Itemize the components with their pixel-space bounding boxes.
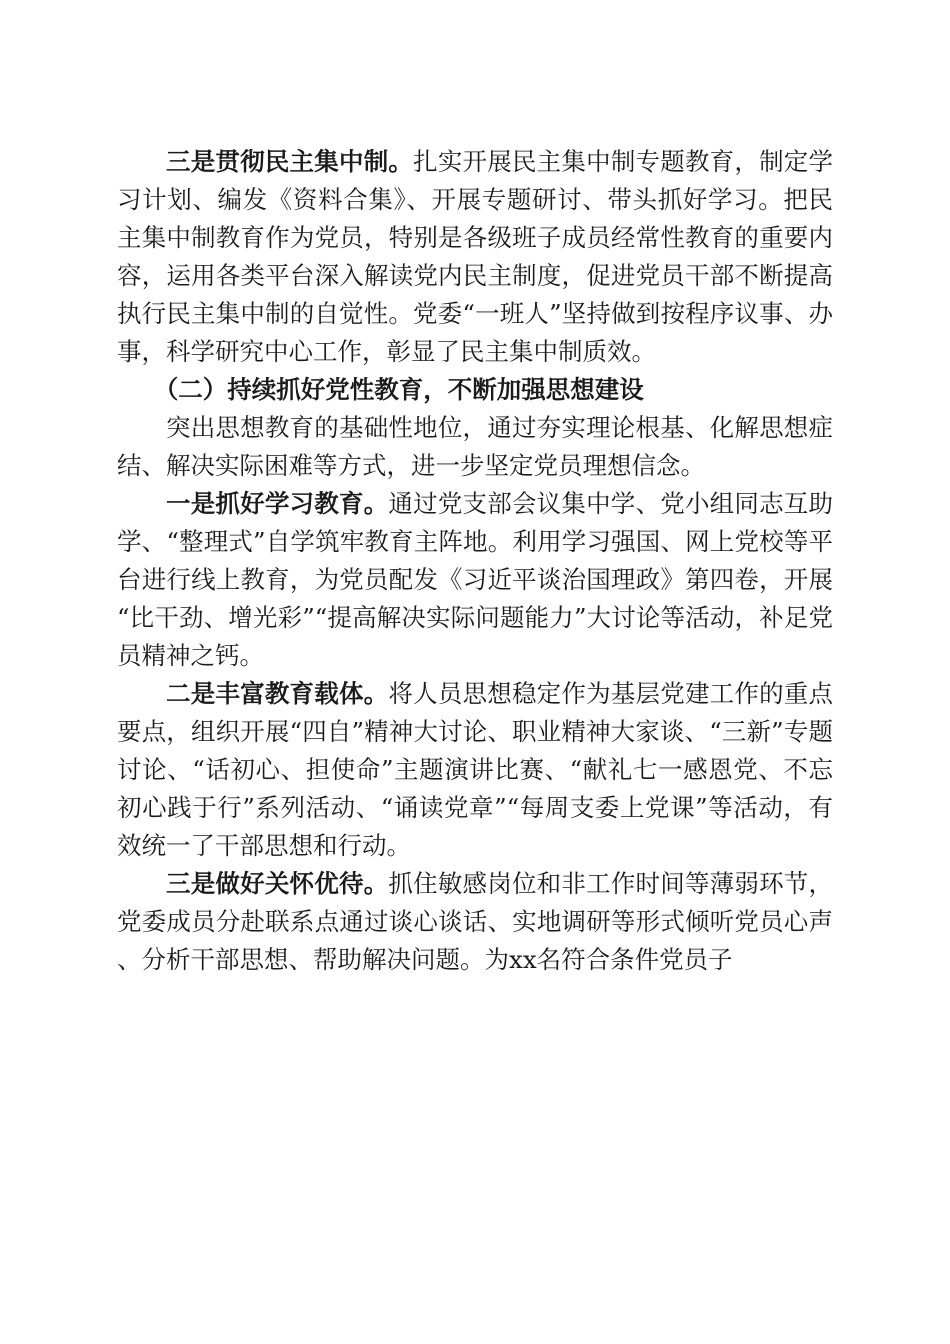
paragraph-lead: 一是抓好学习教育。: [166, 489, 389, 518]
paragraph-study-education: [117, 485, 833, 675]
paragraph-lead: 三是贯彻民主集中制。: [166, 147, 414, 176]
paragraph-body: 抓住敏感岗位和非工作时间等薄弱环节，党委成员分赴联系点通过谈心谈话、实地调研等形式倾听党员心声、分析干部思想、帮助解决问题。为xx名符合条件党员子: [117, 869, 834, 974]
paragraph-body: 突出思想教育的基础性地位，通过夯实理论根基、化解思想症结、解决实际困难等方式，进一步坚定党员理想信念。: [117, 413, 833, 480]
paragraph-intro: [117, 409, 833, 485]
paragraph-lead: 二是丰富教育载体。: [166, 679, 389, 708]
paragraph-democratic-centralism: [117, 143, 833, 371]
paragraph-care-treatment: [117, 865, 833, 979]
paragraph-education-carriers: [117, 675, 833, 865]
paragraph-lead: 三是做好关怀优待。: [166, 869, 389, 898]
paragraph-body: 通过党支部会议集中学、党小组同志互助学、“整理式”自学筑牢教育主阵地。利用学习强国、网上党校等平台进行线上教育，为党员配发《习近平谈治国理政》第四卷，开展“比干劲、增光彩”“提高解决实际问题能力”大讨论等活动，补足党员精神之钙。: [117, 489, 834, 670]
section-heading: （二）持续抓好党性教育，不断加强思想建设: [153, 375, 644, 404]
paragraph-body: 将人员思想稳定作为基层党建工作的重点要点，组织开展“四自”精神大讨论、职业精神大家谈、“三新”专题讨论、“话初心、担使命”主题演讲比赛、“献礼七一感恩党、不忘初心践于行”系列活动、“诵读党章”“每周支委上党课”等活动，有效统一了干部思想和行动。: [117, 679, 834, 860]
paragraph-body: 扎实开展民主集中制专题教育，制定学习计划、编发《资料合集》、开展专题研讨、带头抓好学习。把民主集中制教育作为党员，特别是各级班子成员经常性教育的重要内容，运用各类平台深入解读党内民主制度，促进党员干部不断提高执行民主集中制的自觉性。党委“一班人”坚持做到按程序议事、办事，科学研究中心工作，彰显了民主集中制质效。: [117, 147, 834, 366]
document-page: [117, 143, 833, 979]
